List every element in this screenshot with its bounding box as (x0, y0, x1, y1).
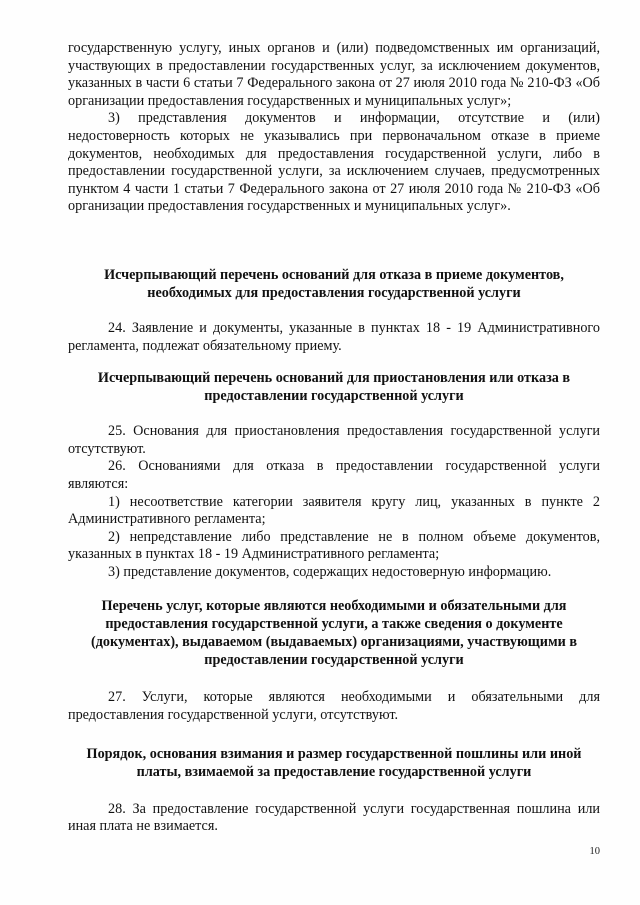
paragraph-26-item-1: 1) несоответствие категории заявителя кругу лиц, указанных в пункте 2 Административного регламента; (68, 493, 600, 528)
heading-suspension-refusal: Исчерпывающий перечень оснований для приостановления или отказа в предоставлении государственной услуги (97, 370, 571, 405)
paragraph-26-item-3: 3) представление документов, содержащих недостоверную информацию. (108, 563, 552, 580)
item-3-paragraph: 3) представления документов и информации, отсутствие и (или) недостоверность которых не указывались при первоначальном отказе в приеме документов, необходимых для предоставления государственной услуги, либо в предоставлении государственной услуги, за исключением случаев, предусмотренных пунктом 4 части 1 статьи 7 Федерального закона от 27 июля 2010 года № 210-ФЗ «Об организации предоставления государственных и муниципальных услуг». (68, 110, 600, 215)
document-body (68, 40, 600, 836)
paragraph-26-item-2: 2) непредставление либо представление не в полном объеме документов, указанных в пунктах 18 - 19 Административного регламента; (68, 528, 600, 563)
heading-state-fee: Порядок, основания взимания и размер государственной пошлины или иной платы, взимаемой за предоставление государственной услуги (86, 745, 582, 780)
paragraph-24: 24. Заявление и документы, указанные в пунктах 18 - 19 Административного регламента, подлежат обязательному приему. (68, 319, 600, 354)
continuation-paragraph: государственную услугу, иных органов и (или) подведомственных им организаций, участвующих в предоставлении государственных услуг, за исключением документов, указанных в части 6 статьи 7 Федерального закона от 27 июля 2010 года № 210-ФЗ «Об организации предоставления государственных и муниципальных услуг»; (68, 40, 600, 109)
page-number: 10 (589, 846, 600, 857)
paragraph-25: 25. Основания для приостановления предоставления государственной услуги отсутствуют. (68, 423, 600, 457)
heading-required-services: Перечень услуг, которые являются необходимыми и обязательными для предоставления государственной услуги, а также сведения о документе (документах), выдаваемом (выдаваемых) организациями, участвующими в предоставлении государственной услуги (90, 598, 577, 669)
heading-refusal-reception: Исчерпывающий перечень оснований для отказа в приеме документов, необходимых для предоставления государственной услуги (104, 266, 564, 301)
paragraph-28: 28. За предоставление государственной услуги государственная пошлина или иная плата не взимается. (68, 800, 600, 835)
paragraph-27: 27. Услуги, которые являются необходимыми и обязательными для предоставления государственной услуги, отсутствуют. (68, 689, 600, 724)
paragraph-26: 26. Основаниями для отказа в предоставлении государственной услуги являются: (68, 458, 600, 492)
